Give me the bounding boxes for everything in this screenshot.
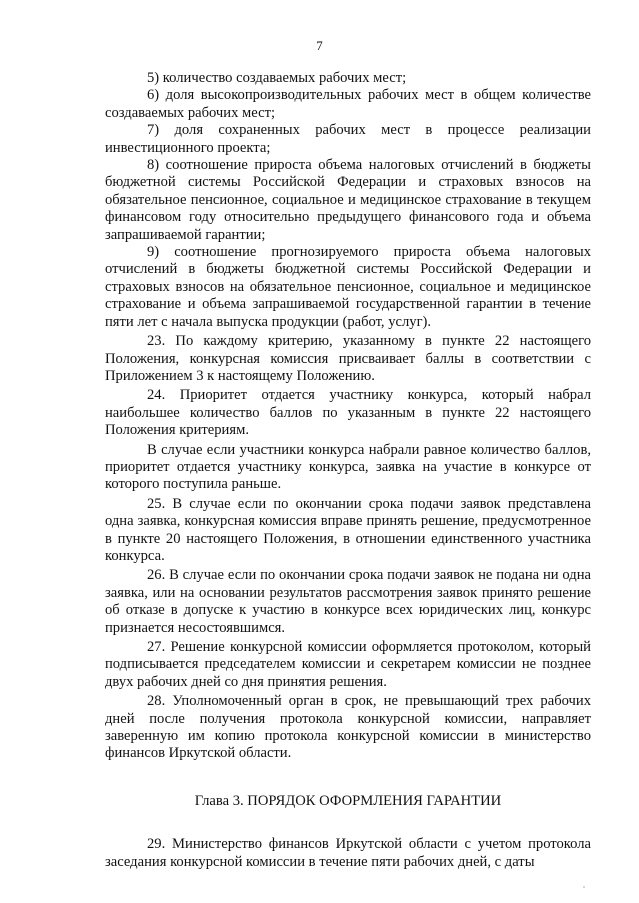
paragraph-item-9: 9) соотношение прогнозируемого прироста объема налоговых отчислений в бюджеты бюджетной системы Российской Федерации и страховых взносов на обязательное пенсионное, социальное и медицинское страхование и объема запрашиваемой государственной гарантии в течение пяти лет с начала выпуска продукции (работ, услуг).: [105, 244, 591, 330]
paragraph-item-7: 7) доля сохраненных рабочих мест в процессе реализации инвестиционного проекта;: [105, 122, 591, 156]
paragraph-clause-27: 27. Решение конкурсной комиссии оформляется протоколом, который подписывается председателем комиссии и секретарем комиссии не позднее двух рабочих дней со дня принятия решения.: [105, 639, 591, 690]
paragraph-clause-29: 29. Министерство финансов Иркутской области с учетом протокола заседания конкурсной комиссии в течение пяти рабочих дней, с даты: [105, 836, 591, 870]
paragraph-clause-24: 24. Приоритет отдается участнику конкурса, который набрал наибольшее количество баллов по указанным в пункте 22 настоящего Положения критериям.: [105, 387, 591, 439]
paragraph-clause-28: 28. Уполномоченный орган в срок, не превышающий трех рабочих дней после получения протокола конкурсной комиссии, направляет заверенную им копию протокола конкурсной комиссии в министерство финансов Иркутской области.: [105, 693, 591, 762]
scan-speck-decoration: [583, 886, 585, 888]
paragraph-clause-23: 23. По каждому критерию, указанному в пункте 22 настоящего Положения, конкурсная комиссия присваивает баллы в соответствии с Приложением 3 к настоящему Положению.: [105, 333, 591, 384]
paragraph-item-5: 5) количество создаваемых рабочих мест;: [147, 70, 407, 86]
page-number: 7: [316, 38, 323, 53]
paragraph-clause-25: 25. В случае если по окончании срока подачи заявок представлена одна заявка, конкурсная комиссия вправе принять решение, предусмотренное в пункте 20 настоящего Положения, в отношении единственного участника конкурса.: [105, 495, 591, 564]
chapter-heading: Глава 3. ПОРЯДОК ОФОРМЛЕНИЯ ГАРАНТИИ: [194, 792, 502, 809]
paragraph-item-8: 8) соотношение прироста объема налоговых отчислений в бюджеты бюджетной системы Российской Федерации и страховых взносов на обязательное пенсионное, социальное и медицинское страхование в текущем финансовом году относительно предыдущего финансового года и объема запрашиваемой гарантии;: [105, 157, 591, 243]
paragraph-clause-26: 26. В случае если по окончании срока подачи заявок не подана ни одна заявка, или на основании результатов рассмотрения заявок принято решение об отказе в допуске к участию в конкурсе всех юридических лиц, конкурс признается несостоявшимся.: [105, 567, 591, 636]
paragraph-tie-rule: В случае если участники конкурса набрали равное количество баллов, приоритет отдается участнику конкурса, заявка на участие в конкурсе от которого поступила раньше.: [105, 441, 591, 493]
paragraph-item-6: 6) доля высокопроизводительных рабочих мест в общем количестве создаваемых рабочих мест;: [105, 87, 591, 121]
document-body: [105, 70, 591, 871]
